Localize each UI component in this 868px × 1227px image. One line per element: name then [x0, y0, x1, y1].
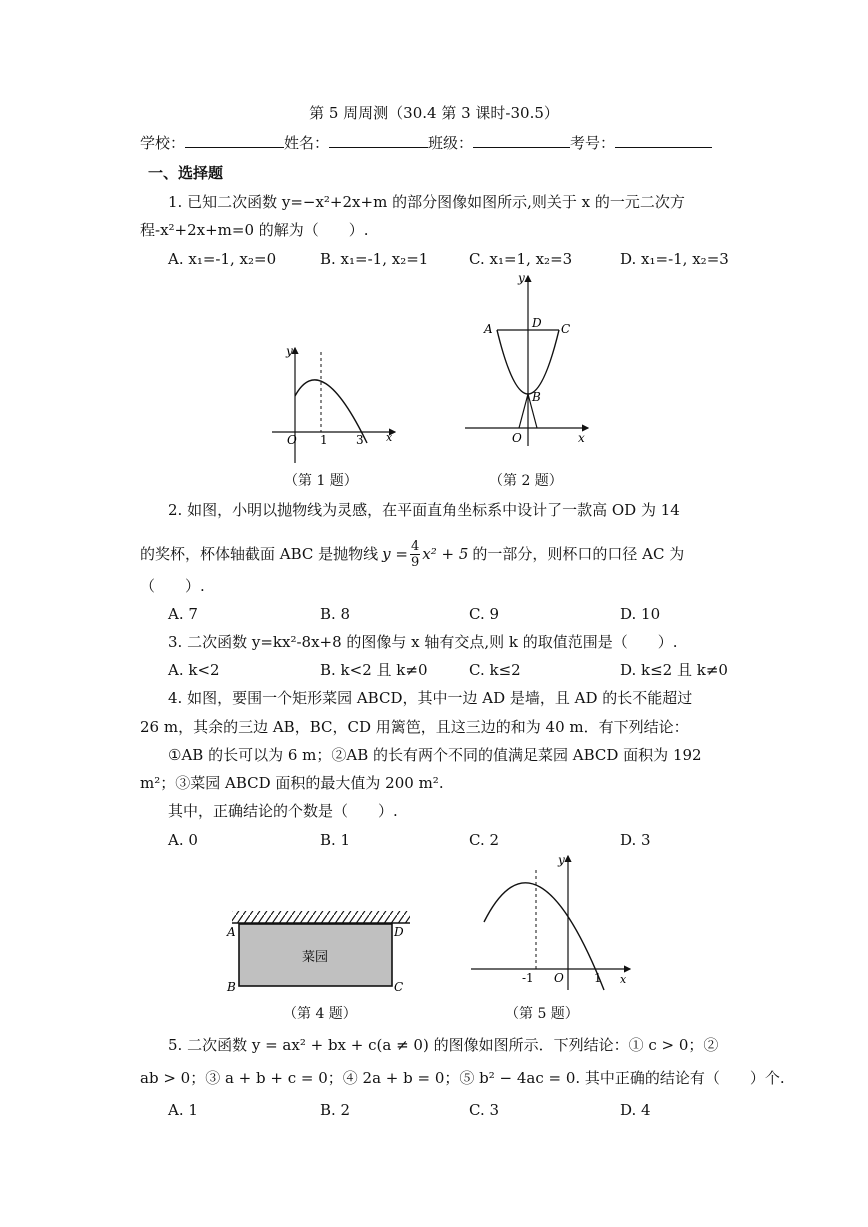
fig2-origin-label: O	[512, 431, 522, 445]
fig1-y-label: y	[286, 344, 293, 358]
q2-option-d: D. 10	[620, 605, 661, 623]
q4-option-d: D. 3	[620, 831, 651, 849]
q1-stem-line2: 程-x²+2x+m=0 的解为（ ）.	[140, 221, 369, 239]
fig4-garden-label: 菜园	[301, 950, 329, 965]
fig4-point-d: D	[394, 925, 404, 939]
q4-stem-line1: 4. 如图，要围一个矩形菜园 ABCD，其中一边 AD 是墙，且 AD 的长不能超过	[168, 689, 693, 707]
q2-fraction-numerator: 4	[410, 539, 420, 554]
fig4-point-b: B	[227, 980, 236, 994]
fig2-point-a: A	[484, 322, 493, 336]
exam-no-label: 考号：	[570, 134, 616, 152]
q2-option-b: B. 8	[320, 605, 351, 623]
q2-formula-rest: x² + 5	[422, 544, 469, 563]
figure-4-garden	[222, 905, 417, 995]
figure-2-trophy	[460, 268, 595, 448]
exam-no-blank[interactable]	[615, 133, 712, 148]
q3-stem: 3. 二次函数 y=kx²-8x+8 的图像与 x 轴有交点,则 k 的取值范围是（ ）.	[168, 633, 678, 651]
name-blank[interactable]	[329, 133, 428, 148]
fig4-caption: （第 4 题）	[283, 1006, 357, 1022]
figure-1-graph	[262, 338, 402, 468]
fig2-x-label: x	[578, 431, 585, 445]
fig1-tick-3: 3	[356, 433, 364, 447]
student-info-row	[140, 133, 712, 153]
fig1-origin-label: O	[287, 433, 297, 447]
fig2-y-label: y	[518, 271, 525, 285]
fig2-point-d: D	[532, 316, 542, 330]
fig1-caption: （第 1 题）	[284, 473, 358, 489]
q2-stem-post: 的一部分，则杯口的口径 AC 为	[472, 544, 685, 563]
figure-5-graph	[466, 850, 636, 995]
q2-fraction-denominator: 9	[410, 555, 420, 570]
class-label: 班级：	[428, 134, 474, 152]
fig5-y-label: y	[558, 853, 565, 867]
fig2-stem-left	[519, 394, 528, 428]
fig5-parabola	[484, 883, 604, 990]
q3-option-d: D. k≤2 且 k≠0	[620, 661, 728, 679]
class-blank[interactable]	[473, 133, 570, 148]
q1-stem-line1: 1. 已知二次函数 y=−x²+2x+m 的部分图像如图所示,则关于 x 的一元二次方	[168, 193, 685, 211]
q2-stem-pre: 的奖杯，杯体轴截面 ABC 是抛物线	[140, 544, 379, 563]
q2-fraction	[410, 539, 420, 570]
q2-stem-line3: （ ）.	[140, 577, 205, 595]
q1-option-a: A. x₁=-1, x₂=0	[168, 250, 277, 268]
q5-option-d: D. 4	[620, 1101, 651, 1119]
name-label: 姓名：	[284, 134, 330, 152]
q3-option-b: B. k<2 且 k≠0	[320, 661, 428, 679]
fig5-x-label: x	[620, 973, 627, 986]
q4-option-c: C. 2	[469, 831, 500, 849]
fig4-point-c: C	[394, 980, 404, 994]
fig1-x-label: x	[386, 431, 393, 444]
fig2-caption: （第 2 题）	[489, 473, 563, 489]
q2-stem-line2	[140, 538, 684, 569]
fig5-tick-1: 1	[594, 971, 602, 985]
q5-stem-line2: ab > 0；③ a + b + c = 0；④ 2a + b = 0；⑤ b² − 4ac = 0. 其中正确的结论有（ ）个.	[140, 1069, 785, 1087]
page-title: 第 5 周周测（30.4 第 3 课时-30.5）	[309, 104, 559, 122]
fig5-caption: （第 5 题）	[505, 1006, 579, 1022]
q4-stem-line3: ①AB 的长可以为 6 m；②AB 的长有两个不同的值满足菜园 ABCD 面积为 192	[168, 746, 702, 764]
q4-stem-line2: 26 m，其余的三边 AB，BC，CD 用篱笆，且这三边的和为 40 m．有下列结论：	[140, 718, 689, 736]
q3-option-a: A. k<2	[168, 661, 220, 679]
q2-stem-line1: 2. 如图，小明以抛物线为灵感，在平面直角坐标系中设计了一款高 OD 为 14	[168, 501, 680, 519]
q2-option-a: A. 7	[168, 605, 198, 623]
school-blank[interactable]	[185, 133, 284, 148]
q1-option-b: B. x₁=-1, x₂=1	[320, 250, 429, 268]
q5-option-a: A. 1	[168, 1101, 198, 1119]
section-heading: 一、选择题	[148, 164, 224, 182]
q1-option-d: D. x₁=-1, x₂=3	[620, 250, 729, 268]
q1-option-c: C. x₁=1, x₂=3	[469, 250, 573, 268]
q2-formula-y: y =	[382, 544, 408, 563]
fig4-point-a: A	[227, 925, 236, 939]
fig2-point-b: B	[532, 390, 541, 404]
q3-option-c: C. k≤2	[469, 661, 521, 679]
fig5-tick-minus1: -1	[522, 971, 534, 985]
fig2-point-c: C	[561, 322, 571, 336]
school-label: 学校：	[140, 134, 186, 152]
q4-option-a: A. 0	[168, 831, 198, 849]
fig1-tick-1: 1	[320, 433, 328, 447]
q4-stem-line5: 其中，正确结论的个数是（ ）.	[168, 802, 398, 820]
fig5-origin-label: O	[554, 971, 564, 985]
q5-option-b: B. 2	[320, 1101, 351, 1119]
q4-stem-line4: m²；③菜园 ABCD 面积的最大值为 200 m².	[140, 774, 444, 792]
q5-stem-line1: 5. 二次函数 y = ax² + bx + c(a ≠ 0) 的图像如图所示．下列结论：① c > 0；②	[168, 1036, 719, 1054]
q5-option-c: C. 3	[469, 1101, 500, 1119]
q4-option-b: B. 1	[320, 831, 351, 849]
fig4-wall-hatch	[232, 911, 410, 923]
q2-option-c: C. 9	[469, 605, 500, 623]
